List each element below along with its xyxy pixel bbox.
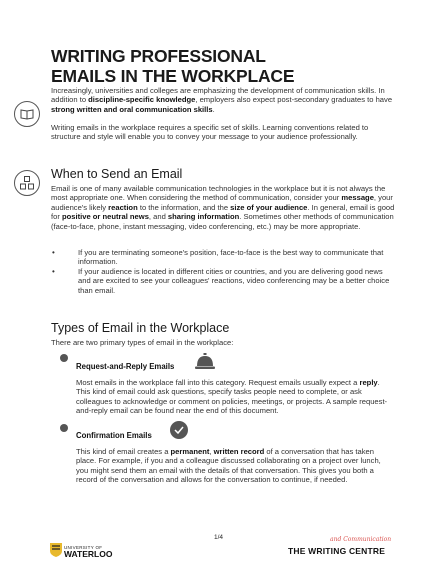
intro-paragraph-2: Writing emails in the workplace requires a specific set of skills. Learning conventions related to structure and style will enable you to convey your message to your audience professionally. <box>51 123 369 142</box>
bullet-item: • If your audience is located in different cities or countries, and you are delivering good news and are excited to see your colleagues' reactions, video conferencing may be a better choice than email. <box>52 267 396 295</box>
page-title <box>51 46 294 86</box>
book-icon <box>14 101 40 127</box>
waterloo-line-2: WATERLOO <box>64 549 113 559</box>
intro-paragraph-1: Increasingly, universities and colleges are emphasizing the development of communication skills. In addition to discipline-specific knowledge, employers also expect post-secondary graduates to have strong written and oral communication skills. <box>51 86 393 114</box>
waterloo-line-1: UNIVERSITY OF <box>64 545 103 550</box>
title-line-2: EMAILS IN THE WORKPLACE <box>51 66 295 86</box>
when-paragraph: Email is one of many available communication technologies in the workplace but it is not always the most appropriate one. When considering the method of communication, consider your message, your audience's likely reaction to the information, and the size of your audience. In general, email is good for positive or neutral news, and sharing information. Sometimes other methods of communication (face-to-face, phone, instant messaging, video conferencing, etc.) may be more appropriate. <box>51 184 395 231</box>
writing-centre-wordmark: THE WRITING CENTRE <box>288 546 386 556</box>
confirmation-title: Confirmation Emails <box>76 431 152 440</box>
page-number: 1/4 <box>214 534 224 541</box>
when-bullet-list <box>52 248 396 295</box>
request-reply-title: Request-and-Reply Emails <box>76 362 175 371</box>
network-cubes-icon <box>14 170 40 196</box>
confirmation-paragraph: This kind of email creates a permanent, written record of a conversation that has taken place. For example, if you and a colleague discussed collaborating on a project over lunch, you might send them an email with the details of that conversation. This gives you both a record of the conversation and allows for the conversation to continue, if needed. <box>76 447 381 485</box>
waterloo-shield-logo <box>50 543 62 557</box>
types-intro: There are two primary types of email in the workplace: <box>51 338 234 347</box>
request-reply-paragraph: Most emails in the workplace fall into this category. Request emails usually expect a reply. This kind of email could ask questions, specify tasks people need to complete, or ask colleagues to acknowledge or comment on policies, meetings, or projects. A sample request-and-reply email can be found near the end of this document. <box>76 378 388 416</box>
service-bell-icon <box>194 351 216 371</box>
bullet-dot <box>60 354 68 362</box>
checkmark-icon <box>170 421 188 439</box>
section-heading-types: Types of Email in the Workplace <box>51 321 230 335</box>
bullet-item: • If you are terminating someone's position, face-to-face is the best way to communicate that information. <box>52 248 396 267</box>
writing-centre-script: and Communication <box>330 536 392 543</box>
section-heading-when: When to Send an Email <box>51 167 183 181</box>
bullet-dot <box>60 424 68 432</box>
title-line-1: WRITING PROFESSIONAL <box>51 46 266 66</box>
waterloo-wordmark <box>64 544 112 558</box>
